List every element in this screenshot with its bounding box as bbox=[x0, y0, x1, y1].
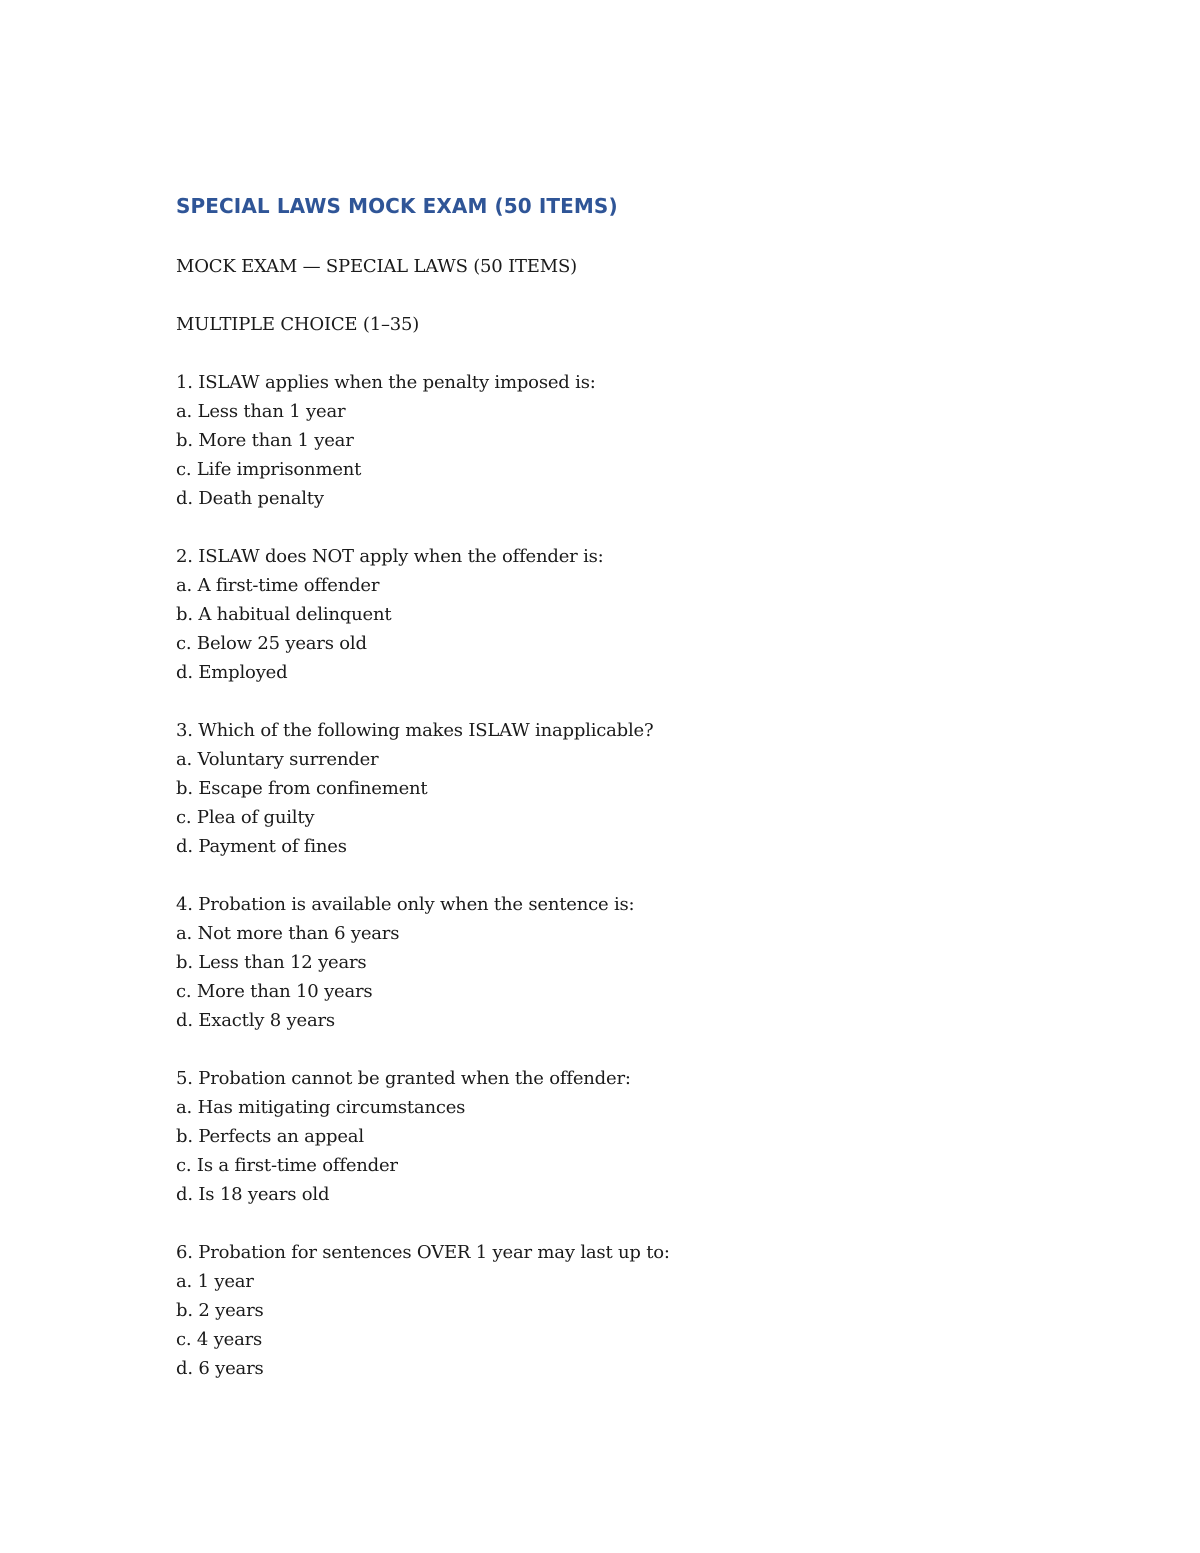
exam-subtitle: MOCK EXAM — SPECIAL LAWS (50 ITEMS) bbox=[176, 256, 577, 277]
question-3 bbox=[176, 716, 1076, 861]
choice-c: c. Below 25 years old bbox=[176, 633, 367, 654]
section-heading: MULTIPLE CHOICE (1–35) bbox=[176, 314, 420, 335]
choice-a: a. Has mitigating circumstances bbox=[176, 1097, 466, 1118]
question-list bbox=[176, 368, 1076, 1383]
choice-c: c. Plea of guilty bbox=[176, 807, 315, 828]
choice-a: a. Not more than 6 years bbox=[176, 923, 400, 944]
choice-c: c. Life imprisonment bbox=[176, 459, 362, 480]
choice-b: b. 2 years bbox=[176, 1300, 264, 1321]
document-title: SPECIAL LAWS MOCK EXAM (50 ITEMS) bbox=[176, 194, 618, 218]
choice-c: c. 4 years bbox=[176, 1329, 263, 1350]
choice-d: d. Is 18 years old bbox=[176, 1184, 330, 1205]
choice-b: b. Escape from confinement bbox=[176, 778, 428, 799]
question-text: 6. Probation for sentences OVER 1 year may last up to: bbox=[176, 1242, 670, 1263]
choice-a: a. 1 year bbox=[176, 1271, 254, 1292]
choice-c: c. More than 10 years bbox=[176, 981, 373, 1002]
document-page bbox=[176, 190, 1076, 1412]
question-5 bbox=[176, 1064, 1076, 1209]
choice-d: d. Death penalty bbox=[176, 488, 324, 509]
choice-d: d. Employed bbox=[176, 662, 288, 683]
choice-a: a. Voluntary surrender bbox=[176, 749, 379, 770]
question-text: 1. ISLAW applies when the penalty imposed is: bbox=[176, 372, 596, 393]
choice-c: c. Is a first-time offender bbox=[176, 1155, 398, 1176]
choice-d: d. Exactly 8 years bbox=[176, 1010, 335, 1031]
choice-d: d. Payment of fines bbox=[176, 836, 347, 857]
choice-b: b. A habitual delinquent bbox=[176, 604, 392, 625]
question-2 bbox=[176, 542, 1076, 687]
question-6 bbox=[176, 1238, 1076, 1383]
choice-b: b. Less than 12 years bbox=[176, 952, 367, 973]
question-text: 5. Probation cannot be granted when the offender: bbox=[176, 1068, 631, 1089]
choice-b: b. More than 1 year bbox=[176, 430, 354, 451]
question-text: 4. Probation is available only when the sentence is: bbox=[176, 894, 635, 915]
question-text: 3. Which of the following makes ISLAW inapplicable? bbox=[176, 720, 654, 741]
choice-d: d. 6 years bbox=[176, 1358, 264, 1379]
question-text: 2. ISLAW does NOT apply when the offender is: bbox=[176, 546, 604, 567]
question-1 bbox=[176, 368, 1076, 513]
choice-b: b. Perfects an appeal bbox=[176, 1126, 364, 1147]
choice-a: a. A first-time offender bbox=[176, 575, 380, 596]
choice-a: a. Less than 1 year bbox=[176, 401, 346, 422]
question-4 bbox=[176, 890, 1076, 1035]
